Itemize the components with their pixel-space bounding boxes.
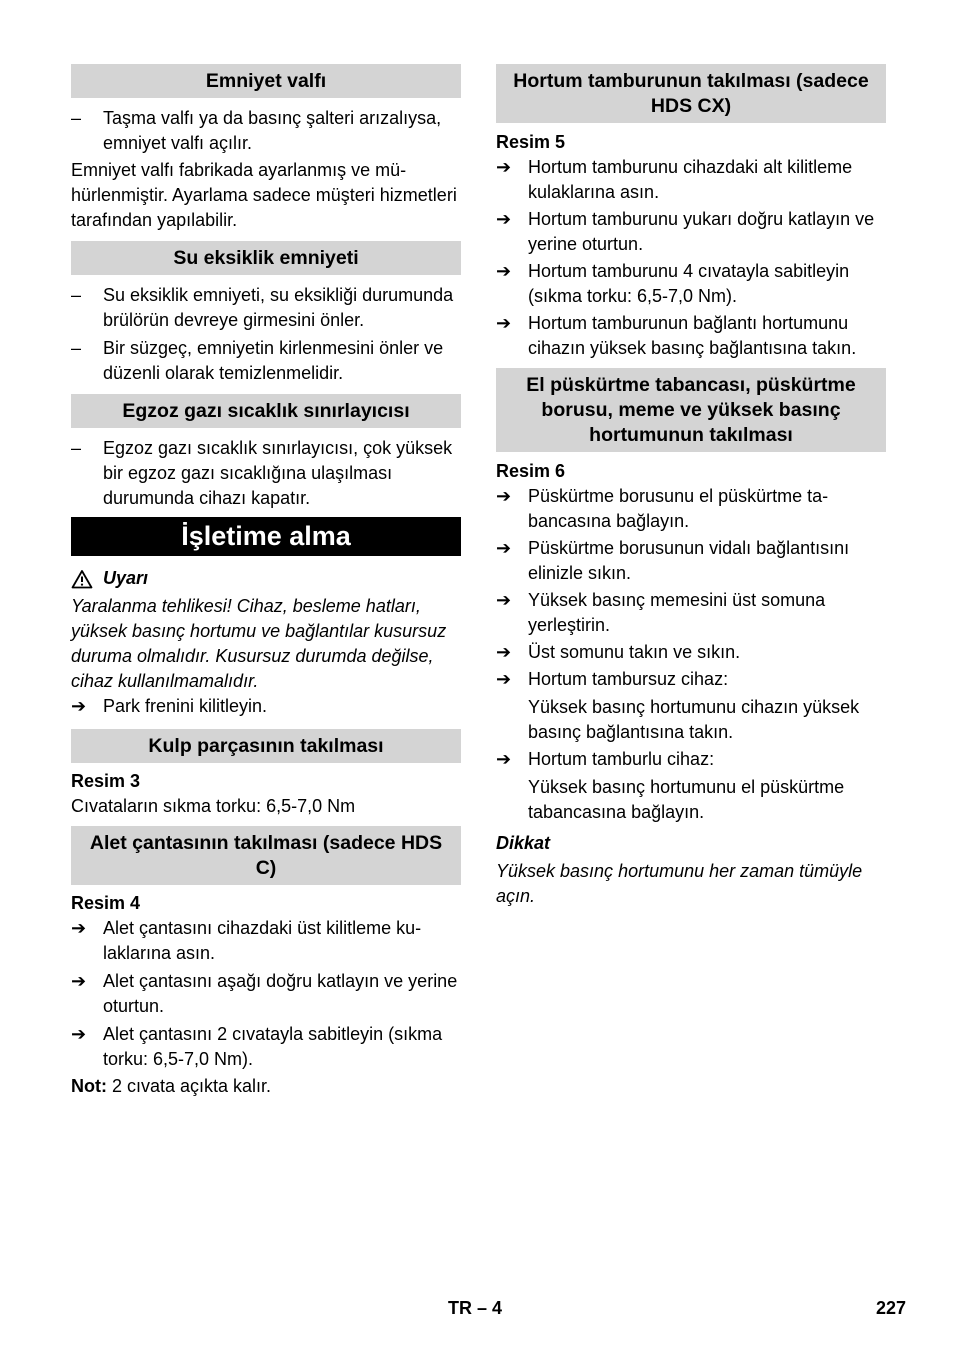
list-item: – Taşma valfı ya da basınç şalteri arızalıysa, emniyet valfı açılır. xyxy=(71,106,461,156)
list-item-detail: Yüksek basınç hortumunu el püskürtme tabancasına bağlayın. xyxy=(528,777,845,822)
list-item: – Egzoz gazı sıcaklık sınırlayıcısı, çok yüksek bir egzoz gazı sıcaklığına ulaşılması durumunda cihazı kapatır. xyxy=(71,436,461,511)
arrow-icon: ➔ xyxy=(496,749,512,769)
list-item: ➔ Hortum tamburunu 4 cıvatayla sabitleyin (sıkma torku: 6,5-7,0 Nm). xyxy=(496,259,886,309)
right-column xyxy=(496,64,886,909)
chapter-heading-commissioning: İşletime alma xyxy=(71,517,461,556)
figure-reference: Resim 5 xyxy=(496,132,566,152)
paragraph: Emniyet valfı fabrikada ayarlanmış ve mühürlenmiştir. Ayarlama sadece müşteri hizmetleri tarafından yapılabilir. xyxy=(71,160,457,230)
list-item: ➔ Hortum tamburunu yukarı doğru katlayın ve yerine oturtun. xyxy=(496,207,886,257)
section-heading-tool-bag: Alet çantasının takılması (sadece HDS C) xyxy=(71,826,461,885)
figure-reference: Resim 4 xyxy=(71,893,141,913)
warning-triangle-icon xyxy=(71,569,93,589)
arrow-icon: ➔ xyxy=(71,971,87,991)
arrow-icon: ➔ xyxy=(496,261,512,281)
list-item: – Bir süzgeç, emniyetin kirlenmesini önler ve düzenli olarak temizlenmelidir. xyxy=(71,336,461,386)
list-item: ➔ Püskürtme borusunun vidalı bağlantısını elinizle sıkın. xyxy=(496,536,886,586)
list-item: ➔ Hortum tamburlu cihaz: xyxy=(496,747,886,772)
list-item: ➔ Alet çantasını aşağı doğru katlayın ve yerine oturtun. xyxy=(71,969,461,1019)
list-item: ➔ Hortum tamburunun bağlantı hortumunu cihazın yüksek basınç bağlantısına takın. xyxy=(496,311,886,361)
arrow-icon: ➔ xyxy=(496,313,512,333)
dash-marker: – xyxy=(71,108,82,128)
arrow-icon: ➔ xyxy=(496,590,512,610)
list-item: ➔ Alet çantasını 2 cıvatayla sabitleyin (sıkma torku: 6,5-7,0 Nm). xyxy=(71,1022,461,1072)
figure-reference: Resim 3 xyxy=(71,771,141,791)
section-heading-spray-gun: El püskürtme tabancası, püskürtme borusu, meme ve yüksek basınç hortumunun takılması xyxy=(496,368,886,452)
list-item: ➔ Üst somunu takın ve sıkın. xyxy=(496,640,886,665)
left-column xyxy=(71,64,461,1099)
arrow-icon: ➔ xyxy=(496,669,512,689)
page-number: 227 xyxy=(876,1298,907,1318)
section-heading-safety-valve: Emniyet valfı xyxy=(71,64,461,98)
arrow-icon: ➔ xyxy=(71,696,87,716)
note: Not: 2 cıvata açıkta kalır. xyxy=(71,1076,272,1096)
list-item: ➔ Alet çantasını cihazdaki üst kilitleme kulaklarına asın. xyxy=(71,916,461,966)
warning-text: Yaralanma tehlikesi! Cihaz, besleme hatları, yüksek basınç hortumu ve bağlantılar kusursuz duruma olmalıdır. Kusursuz durumda değilse, cihaz kullanılmamalıdır. xyxy=(71,596,447,691)
arrow-icon: ➔ xyxy=(71,918,87,938)
footer-section-label: TR – 4 xyxy=(448,1298,503,1318)
section-heading-exhaust-limiter: Egzoz gazı sıcaklık sınırlayıcısı xyxy=(71,394,461,428)
list-item: ➔ Püskürtme borusunu el püskürtme tabancasına bağlayın. xyxy=(496,484,886,534)
arrow-icon: ➔ xyxy=(496,538,512,558)
caution-text: Yüksek basınç hortumunu her zaman tümüyle açın. xyxy=(496,861,863,906)
caution-label: Dikkat xyxy=(496,833,551,853)
paragraph: Cıvataların sıkma torku: 6,5-7,0 Nm xyxy=(71,796,356,816)
list-item: ➔ Park frenini kilitleyin. xyxy=(71,694,461,719)
arrow-icon: ➔ xyxy=(496,642,512,662)
list-item-detail: Yüksek basınç hortumunu cihazın yüksek basınç bağlantısına takın. xyxy=(528,697,860,742)
warning-label: Uyarı xyxy=(71,566,461,591)
list-item: ➔ Hortum tamburunu cihazdaki alt kilitleme kulaklarına asın. xyxy=(496,155,886,205)
dash-marker: – xyxy=(71,285,82,305)
dash-marker: – xyxy=(71,438,82,458)
arrow-icon: ➔ xyxy=(71,1024,87,1044)
arrow-icon: ➔ xyxy=(496,157,512,177)
list-item: – Su eksiklik emniyeti, su eksikliği durumunda brülörün devreye girmesini önler. xyxy=(71,283,461,333)
list-item: ➔ Hortum tambursuz cihaz: xyxy=(496,667,886,692)
arrow-icon: ➔ xyxy=(496,486,512,506)
arrow-icon: ➔ xyxy=(496,209,512,229)
section-heading-handle: Kulp parçasının takılması xyxy=(71,729,461,763)
figure-reference: Resim 6 xyxy=(496,461,566,481)
dash-marker: – xyxy=(71,338,82,358)
list-item: ➔ Yüksek basınç memesini üst somuna yerleştirin. xyxy=(496,588,886,638)
section-heading-hose-reel: Hortum tamburunun takılması (sadece HDS CX) xyxy=(496,64,886,123)
section-heading-water-shortage: Su eksiklik emniyeti xyxy=(71,241,461,275)
